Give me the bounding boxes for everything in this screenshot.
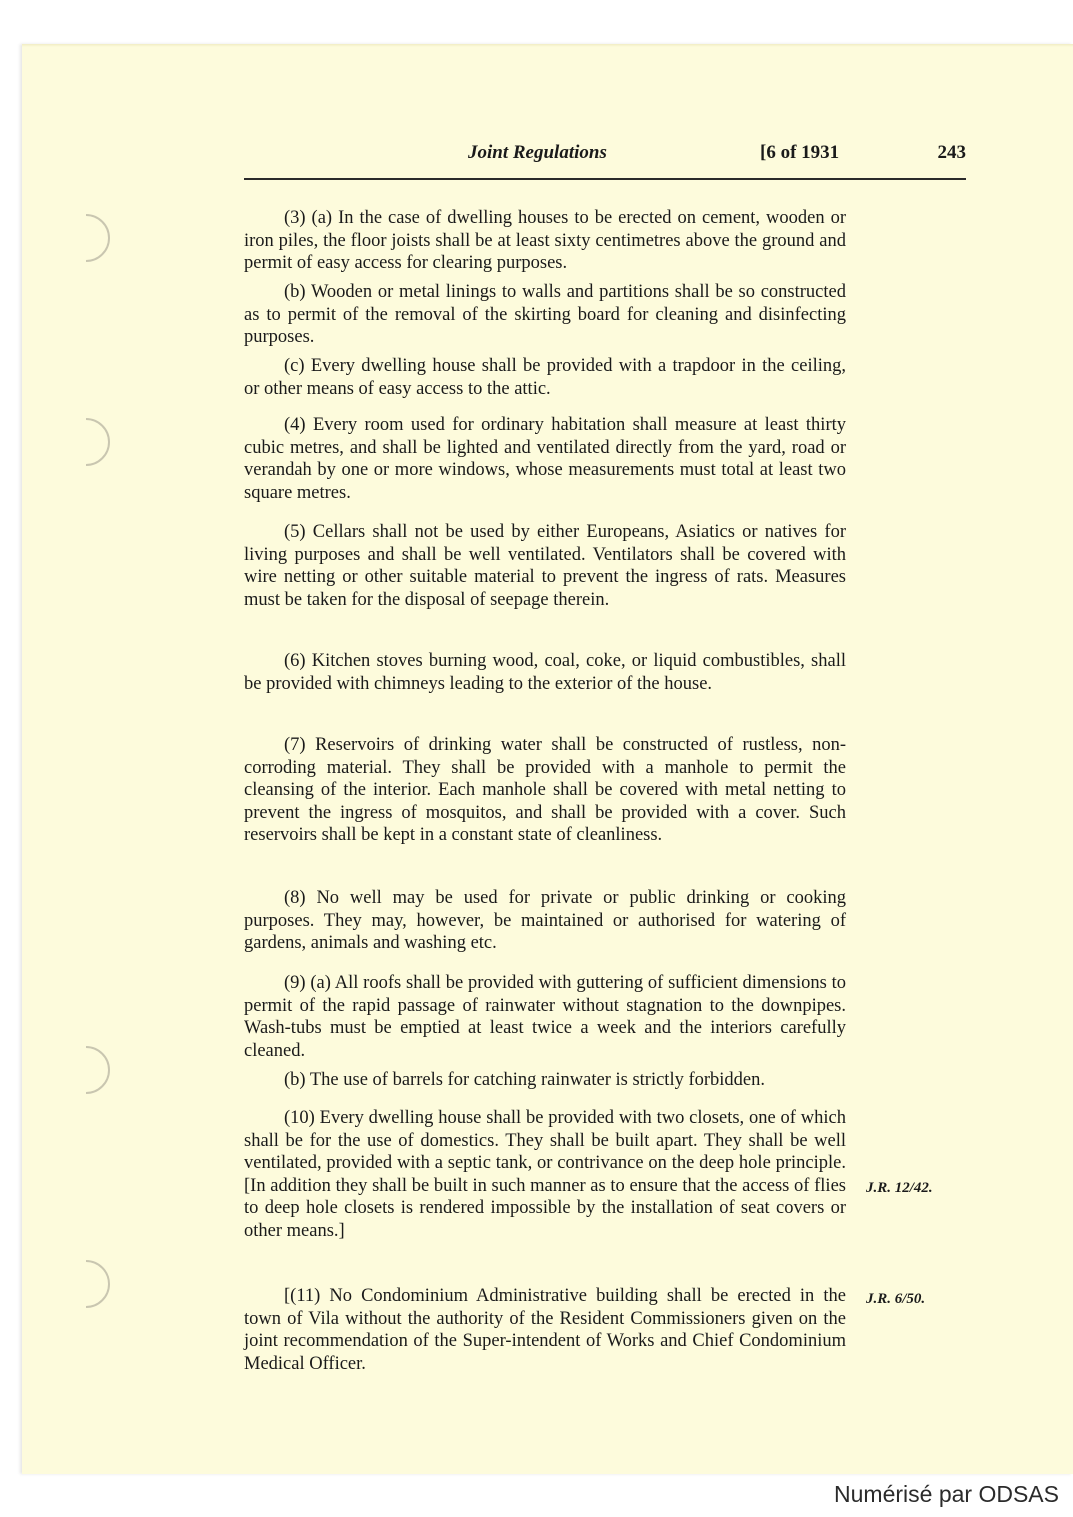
header-title: Joint Regulations <box>468 142 607 163</box>
header-rule <box>244 178 966 180</box>
paragraph-3a: (3) (a) In the case of dwelling houses to be erected on cement, wooden or iron piles, the floor joists shall be at least sixty centimetres above the ground and permit of easy access for clearing purposes. <box>244 208 846 274</box>
paragraph-5: (5) Cellars shall not be used by either Europeans, Asiatics or natives for living purposes and shall be well ventilated. Ventilators shall be covered with wire netting or other suitable material to prevent the ingress of rats. Measures must be taken for the disposal of seepage therein. <box>244 522 846 610</box>
paragraph-4: (4) Every room used for ordinary habitation shall measure at least thirty cubic metres, and shall be lighted and ventilated directly from the yard, road or verandah by one or more windows, whose measurements must total at least two square metres. <box>244 415 846 503</box>
margin-note-jr-6-50: J.R. 6/50. <box>866 1291 926 1307</box>
scan-credit: Numérisé par ODSAS <box>834 1481 1059 1507</box>
paragraph-9b: (b) The use of barrels for catching rainwater is strictly forbidden. <box>284 1070 765 1090</box>
page-number: 243 <box>937 142 966 163</box>
running-header <box>244 138 966 168</box>
paragraph-8: (8) No well may be used for private or public drinking or cooking purposes. They may, however, be maintained or authorised for watering of gardens, animals and washing etc. <box>244 888 846 954</box>
paragraph-6: (6) Kitchen stoves burning wood, coal, coke, or liquid combustibles, shall be provided with chimneys leading to the exterior of the house. <box>244 651 846 694</box>
paragraph-11: [(11) No Condominium Administrative building shall be erected in the town of Vila without the authority of the Resident Commissioners given on the joint recommendation of the Super-intendent of Works and Chief Condominium Medical Officer. <box>244 1286 846 1374</box>
paragraph-7: (7) Reservoirs of drinking water shall be constructed of rustless, non-corroding material. They shall be provided with a manhole to permit the cleansing of the interior. Each manhole shall be covered with metal netting to prevent the ingress of mosquitos, and shall be provided with a cover. Such reservoirs shall be kept in a constant state of cleanliness. <box>244 735 846 846</box>
page-top-edge <box>22 44 1073 47</box>
margin-note-jr-12-42: J.R. 12/42. <box>866 1180 933 1196</box>
paragraph-10: (10) Every dwelling house shall be provided with two closets, one of which shall be for the use of domestics. They shall be built apart. They shall be well ventilated, provided with a septic tank, or contrivance on the deep hole principle. [In addition they shall be built in such manner as to ensure that the access of flies to deep hole closets is rendered impossible by the installation of seat covers or other means.] <box>244 1108 846 1241</box>
header-act-reference: [6 of 1931 <box>760 142 840 163</box>
paragraph-3c: (c) Every dwelling house shall be provided with a trapdoor in the ceiling, or other means of easy access to the attic. <box>244 356 846 399</box>
paragraph-3b: (b) Wooden or metal linings to walls and partitions shall be so constructed as to permit of the removal of the skirting board for cleaning and disinfecting purposes. <box>244 282 846 348</box>
paragraph-9a: (9) (a) All roofs shall be provided with guttering of sufficient dimensions to permit of the rapid passage of rainwater without stagnation to the downpipes. Wash-tubs must be emptied at least twice a week and the interiors carefully cleaned. <box>244 973 846 1061</box>
